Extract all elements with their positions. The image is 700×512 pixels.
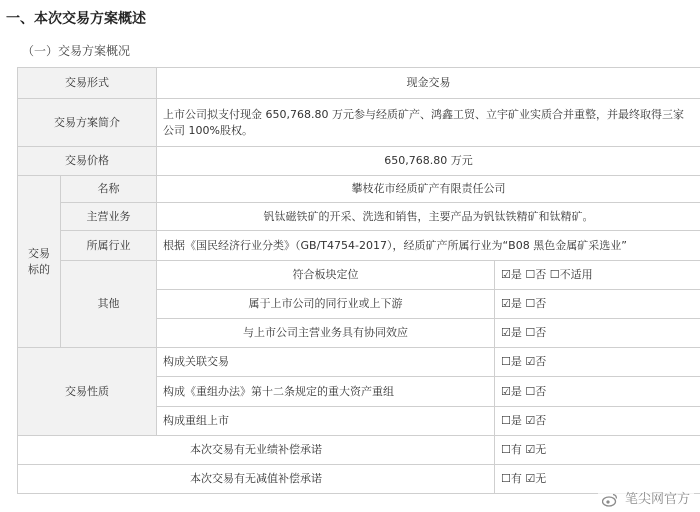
nature-row-label: 构成重组上市 [157,407,495,436]
name-value: 攀枝花市经质矿产有限责任公司 [157,176,700,203]
transaction-table [17,67,700,494]
other-row-label: 与上市公司主营业务具有协同效应 [157,319,495,348]
business-value: 钒钛磁铁矿的开采、洗选和销售，主要产品为钒钛铁精矿和钛精矿。 [157,203,700,231]
price-value: 650,768.80 万元 [157,147,700,176]
watermark [598,487,694,508]
business-label: 主营业务 [61,203,157,231]
nature-row-label: 构成《重组办法》第十二条规定的重大资产重组 [157,377,495,407]
performance-label: 本次交易有无业绩补偿承诺 [18,436,495,465]
other-row-label: 符合板块定位 [157,261,495,290]
impairment-label: 本次交易有无减值补偿承诺 [18,465,495,494]
impairment-options: ☐有 ☑无 [495,465,700,494]
form-label: 交易形式 [18,68,157,99]
other-row-label: 属于上市公司的同行业或上下游 [157,290,495,319]
table-row [18,99,700,147]
other-row-options: ☑是 ☐否 ☐不适用 [495,261,700,290]
industry-label: 所属行业 [61,231,157,261]
nature-row-options: ☐是 ☑否 [495,348,700,377]
nature-row-label: 构成关联交易 [157,348,495,377]
table-row [18,68,700,99]
other-label: 其他 [61,261,157,348]
summary-label: 交易方案简介 [18,99,157,147]
other-row-options: ☑是 ☐否 [495,290,700,319]
form-value: 现金交易 [157,68,700,99]
summary-value: 上市公司拟支付现金 650,768.80 万元参与经质矿产、鸿鑫工贸、立宇矿业实质合并重整，并最终取得三家公司 100%股权。 [157,99,700,147]
subsection-heading: （一）交易方案概况 [22,44,131,58]
table-row [18,436,700,465]
nature-row-options: ☐是 ☑否 [495,407,700,436]
table-row [18,176,700,203]
watermark-text: 笔尖网官方 [624,492,690,507]
industry-value: 根据《国民经济行业分类》（GB/T4754-2017），经质矿产所属行业为“B08 黑色金属矿采选业” [157,231,700,261]
performance-options: ☐有 ☑无 [495,436,700,465]
table-row [18,261,700,290]
price-label: 交易价格 [18,147,157,176]
section-heading: 一、本次交易方案概述 [6,11,146,27]
other-row-options: ☑是 ☐否 [495,319,700,348]
name-label: 名称 [61,176,157,203]
weibo-icon [602,493,618,507]
table-row [18,147,700,176]
table-row [18,203,700,231]
nature-label: 交易性质 [18,348,157,436]
target-label: 交易标的 [18,176,61,348]
table-row [18,231,700,261]
nature-row-options: ☑是 ☐否 [495,377,700,407]
table-row [18,348,700,377]
